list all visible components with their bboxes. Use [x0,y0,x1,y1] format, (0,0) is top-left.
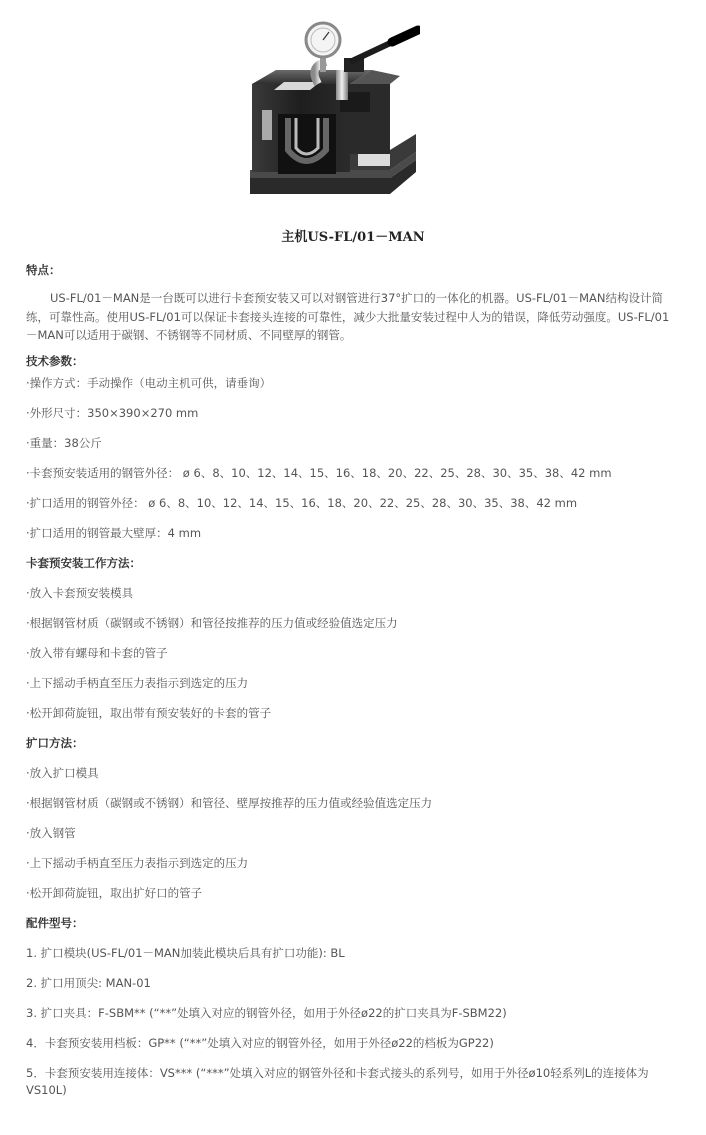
spec-item: ·操作方式：手动操作（电动主机可供，请垂询） [26,375,272,390]
preinstall-step: ·根据钢管材质（碳钢或不锈钢）和管径按推荐的压力值或经验值选定压力 [26,615,398,630]
accessory-item: 3. 扩口夹具：F-SBM** (“**”处填入对应的钢管外径，如用于外径ø22的扩口夹具为F-SBM22) [26,1005,507,1020]
spec-item: ·卡套预安装适用的钢管外径： ø 6、8、10、12、14、15、16、18、20、22、25、28、30、35、38、42 mm [26,465,612,480]
preinstall-step: ·放入卡套预安装模具 [26,585,134,600]
accessories-section [26,909,676,939]
spec-item: ·外形尺寸：350×390×270 mm [26,405,199,420]
preinstall-heading: 卡套预安装工作方法： [26,555,141,570]
preinstall-section [26,549,676,579]
accessory-item: 2. 扩口用顶尖: MAN-01 [26,975,151,990]
features-heading: 特点： [26,263,61,277]
spec-item: ·重量：38公斤 [26,435,102,450]
accessories-heading: 配件型号： [26,915,84,930]
flaring-step: ·根据钢管材质（碳钢或不锈钢）和管径、壁厚按推荐的压力值或经验值选定压力 [26,795,433,810]
preinstall-step: ·松开卸荷旋钮，取出带有预安装好的卡套的管子 [26,705,272,720]
flaring-step: ·放入扩口模具 [26,765,99,780]
flaring-heading: 扩口方法： [26,735,84,750]
accessory-item: 1. 扩口模块(US-FL/01－MAN加装此模块后具有扩口功能): BL [26,945,345,960]
specs-heading: 技术参数： [26,353,84,368]
flaring-section [26,729,676,759]
spec-item: ·扩口适用的钢管最大壁厚：4 mm [26,525,202,540]
features-text: US-FL/01－MAN是一台既可以进行卡套预安装又可以对钢管进行37°扩口的一体化的机器。US-FL/01－MAN结构设计简练，可靠性高。使用US-FL/01可以保证卡套接头连接的可靠性，减少大批量安装过程中人为的错误，降低劳动强度。US-FL/01－MAN可以适用于碳钢、不锈钢等不同材质、不同壁厚的钢管。 [26,291,670,342]
flaring-step: ·上下摇动手柄直至压力表指示到选定的压力 [26,855,249,870]
accessory-item: 5．卡套预安装用连接体：VS*** (“***”处填入对应的钢管外径和卡套式接头的系列号，如用于外径ø10轻系列L的连接体为VS10L) [26,1065,649,1097]
flaring-step: ·松开卸荷旋钮，取出扩好口的管子 [26,885,203,900]
preinstall-step: ·放入带有螺母和卡套的管子 [26,645,168,660]
product-image [240,10,420,206]
preinstall-step: ·上下摇动手柄直至压力表指示到选定的压力 [26,675,249,690]
product-description [26,262,676,1107]
accessory-item: 4．卡套预安装用档板：GP** (“**”处填入对应的钢管外径，如用于外径ø22的档板为GP22) [26,1035,494,1050]
product-title: 主机US-FL/01－MAN [281,230,425,245]
spec-item: ·扩口适用的钢管外径： ø 6、8、10、12、14、15、16、18、20、22、25、28、30、35、38、42 mm [26,495,578,510]
flaring-step: ·放入钢管 [26,825,76,840]
